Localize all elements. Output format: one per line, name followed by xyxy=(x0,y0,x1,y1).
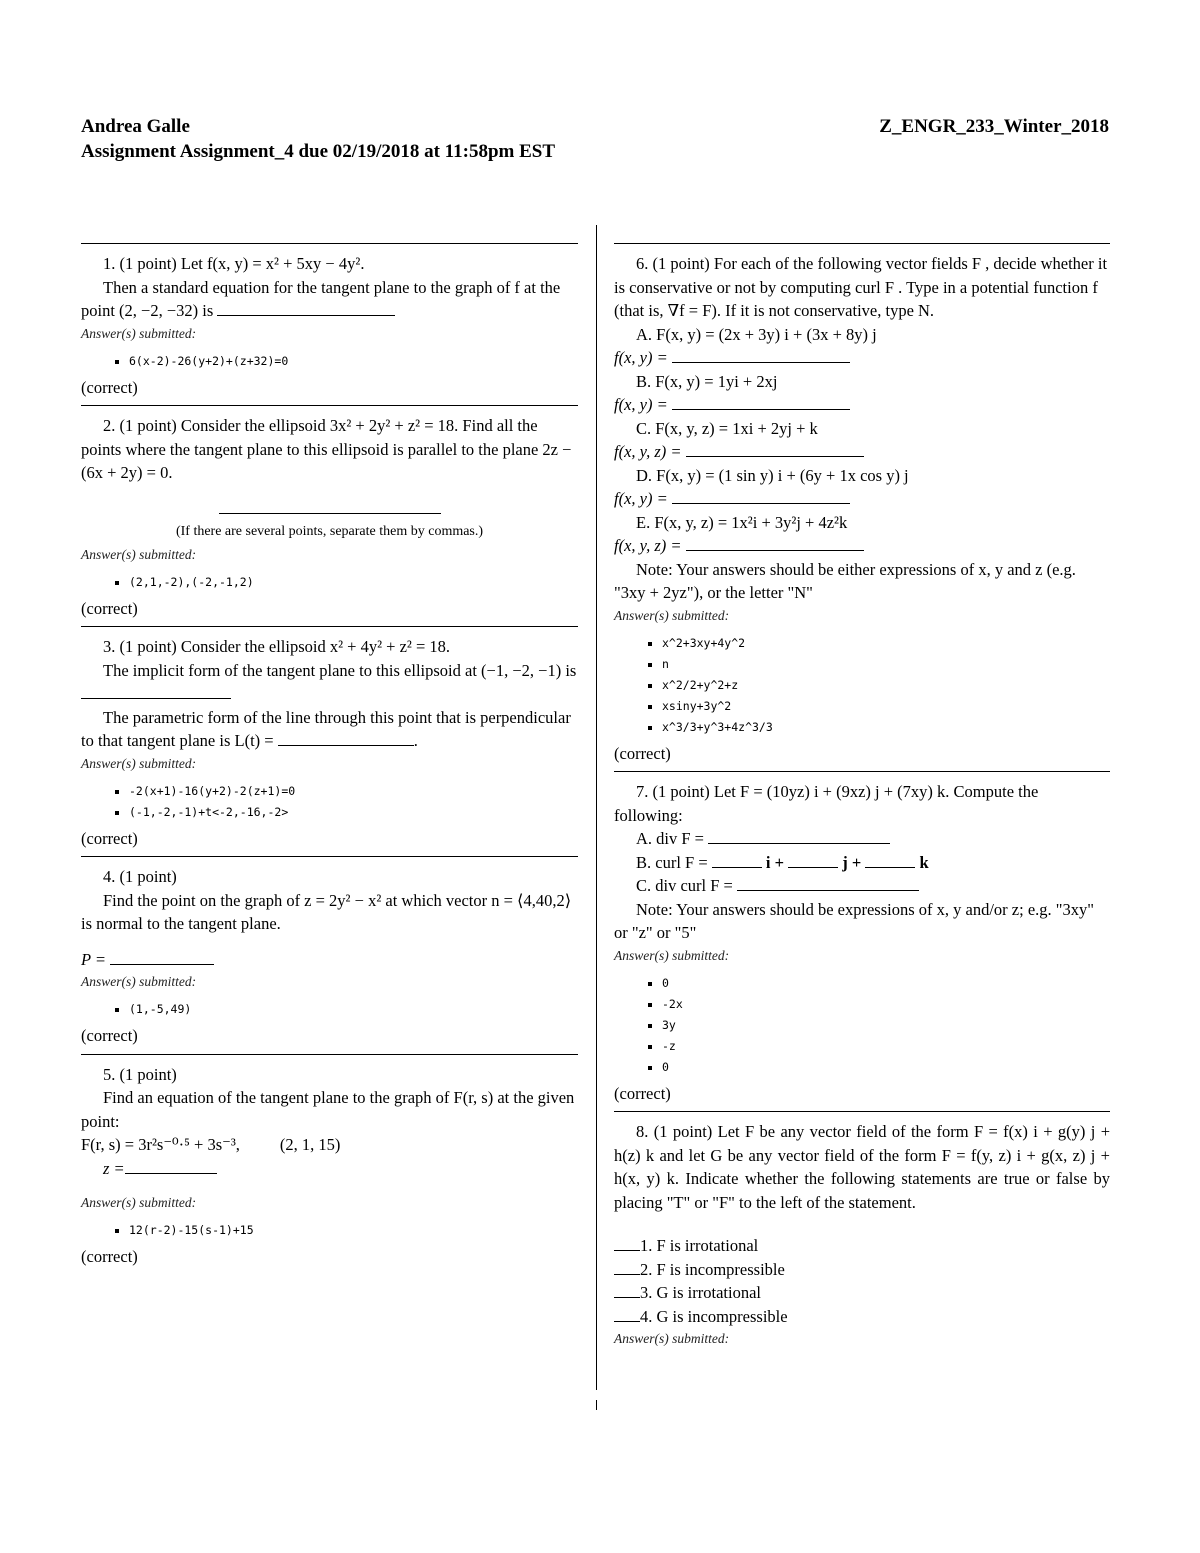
answer-item: ▪ x^2+3xy+4y^2 xyxy=(662,633,1110,654)
answers-submitted-label: Answer(s) submitted: xyxy=(81,974,197,989)
right-column xyxy=(614,243,1110,1356)
problem-2-note: (If there are several points, separate them by commas.) xyxy=(175,524,484,539)
column-divider xyxy=(596,225,597,1390)
answer-blank[interactable] xyxy=(686,534,864,551)
answer-blank[interactable] xyxy=(219,497,441,514)
answer-blank[interactable] xyxy=(81,682,231,699)
answer-list xyxy=(81,351,578,372)
statement-3: 3. G is irrotational xyxy=(614,1281,1110,1305)
problem-7-head: 7. (1 point) Let F = (10yz) i + (9xz) j + (7xy) k. Compute the following: xyxy=(614,782,1039,825)
answer-blank[interactable] xyxy=(672,393,850,410)
answer-item: ▪ 0 xyxy=(662,973,1110,994)
problem-5 xyxy=(81,1054,578,1275)
problem-3-text-2: The parametric form of the line through this point that is perpendicular to that tangent plane is L(t) = . xyxy=(81,707,571,750)
answer-item: ▪ xsiny+3y^2 xyxy=(662,696,1110,717)
answer-blank[interactable] xyxy=(672,346,850,363)
problem-5-head: 5. (1 point) xyxy=(103,1064,177,1084)
problem-1 xyxy=(81,243,578,405)
answer-item: ▪ (2,1,-2),(-2,-1,2) xyxy=(129,572,578,593)
answer-item: ▪ n xyxy=(662,654,1110,675)
answer-item: ▪ -2x xyxy=(662,994,1110,1015)
answer-blank[interactable] xyxy=(865,851,915,868)
problem-3-text: The implicit form of the tangent plane to this ellipsoid at (−1, −2, −1) is xyxy=(81,659,578,706)
problem-4-p-label: P = xyxy=(81,948,578,972)
answer-blank[interactable] xyxy=(788,851,838,868)
answers-submitted-label: Answer(s) submitted: xyxy=(81,755,197,771)
answer-list xyxy=(81,781,578,823)
course-code: Z_ENGR_233_Winter_2018 xyxy=(879,116,1109,137)
answer-blank[interactable] xyxy=(672,487,850,504)
answer-item: ▪ x^2/2+y^2+z xyxy=(662,675,1110,696)
answer-blank[interactable] xyxy=(217,299,395,316)
problem-6-part-c-answer: f(x, y, z) = xyxy=(614,440,1110,464)
answer-list xyxy=(81,572,578,593)
statement-1: 1. F is irrotational xyxy=(614,1234,1110,1258)
problem-7-part-c: C. div curl F = xyxy=(614,874,1110,898)
answer-blank[interactable] xyxy=(708,827,890,844)
problem-4-head: 4. (1 point) xyxy=(103,867,177,886)
problem-5-z-label: z = xyxy=(81,1157,578,1181)
problem-6-part-b-answer: f(x, y) = xyxy=(614,393,1110,417)
problem-6-part-c: C. F(x, y, z) = 1xi + 2yj + k xyxy=(636,418,818,438)
answer-list xyxy=(81,999,578,1020)
answers-submitted-label: Answer(s) submitted: xyxy=(614,1331,730,1346)
answers-submitted-label: Answer(s) submitted: xyxy=(614,947,730,963)
problem-6-part-a-answer: f(x, y) = xyxy=(614,346,1110,370)
problem-1-head: 1. (1 point) Let f(x, y) = x² + 5xy − 4y². xyxy=(103,254,365,273)
status-correct: (correct) xyxy=(81,598,138,618)
answer-blank[interactable] xyxy=(614,1234,640,1251)
problem-6-head: 6. (1 point) For each of the following vector fields F , decide whether it is conservative or not by computing curl F . Type in a potential function f (that is, ∇f = F). If it is not conservative, type N. xyxy=(614,254,1108,320)
problem-2 xyxy=(81,405,578,626)
problem-8 xyxy=(614,1111,1110,1356)
answers-submitted-label: Answer(s) submitted: xyxy=(614,607,730,623)
problem-4 xyxy=(81,856,578,1054)
problem-6-part-e: E. F(x, y, z) = 1x²i + 3y²j + 4z²k xyxy=(636,512,848,532)
problem-5-text: Find an equation of the tangent plane to the graph of F(r, s) at the given point: xyxy=(81,1088,575,1131)
answers-submitted-label: Answer(s) submitted: xyxy=(81,1195,197,1210)
answer-item: ▪ 3y xyxy=(662,1015,1110,1036)
problem-7-part-a: A. div F = xyxy=(614,827,1110,851)
status-correct: (correct) xyxy=(81,1026,138,1045)
assignment-title: Assignment Assignment_4 due 02/19/2018 at 11:58pm EST xyxy=(81,141,556,162)
answer-blank[interactable] xyxy=(614,1281,640,1298)
answer-item: ▪ 12(r-2)-15(s-1)+15 xyxy=(129,1220,578,1241)
answer-blank[interactable] xyxy=(125,1157,217,1174)
answer-item: ▪ 6(x-2)-26(y+2)+(z+32)=0 xyxy=(129,351,578,372)
answer-list xyxy=(81,1220,578,1241)
problem-6-part-a: A. F(x, y) = (2x + 3y) i + (3x + 8y) j xyxy=(636,324,877,344)
problem-3 xyxy=(81,626,578,856)
problem-6 xyxy=(614,243,1110,771)
answer-item: ▪ (1,-5,49) xyxy=(129,999,578,1020)
problem-5-function: F(r, s) = 3r²s⁻⁰·⁵ + 3s⁻³, (2, 1, 15) xyxy=(81,1135,341,1154)
answer-item: ▪ -z xyxy=(662,1036,1110,1057)
problem-7-note: Note: Your answers should be expressions of x, y and/or z; e.g. "3xy" or "z" or "5" xyxy=(614,899,1094,942)
answer-blank[interactable] xyxy=(686,440,864,457)
answer-list xyxy=(614,633,1110,738)
answer-blank[interactable] xyxy=(712,851,762,868)
answer-blank[interactable] xyxy=(110,948,214,965)
problem-7 xyxy=(614,771,1110,1111)
status-correct: (correct) xyxy=(614,1083,671,1103)
answer-item: ▪ x^3/3+y^3+4z^3/3 xyxy=(662,717,1110,738)
answer-item: ▪ (-1,-2,-1)+t<-2,-16,-2> xyxy=(129,802,578,823)
left-column xyxy=(81,243,578,1275)
status-correct: (correct) xyxy=(81,828,138,848)
answers-submitted-label: Answer(s) submitted: xyxy=(81,325,197,341)
statement-2: 2. F is incompressible xyxy=(614,1258,1110,1282)
problem-6-note: Note: Your answers should be either expressions of x, y and z (e.g. "3xy + 2yz"), or the letter "N" xyxy=(614,559,1076,602)
problem-6-part-d-answer: f(x, y) = xyxy=(614,487,1110,511)
problem-1-text: Then a standard equation for the tangent plane to the graph of f at the point (2, −2, −32) is xyxy=(81,277,561,320)
answer-blank[interactable] xyxy=(278,729,414,746)
problem-2-head: 2. (1 point) Consider the ellipsoid 3x² + 2y² + z² = 18. Find all the points where the tangent plane to this ellipsoid is parallel to the plane 2z − (6x + 2y) = 0. xyxy=(81,416,572,482)
answers-submitted-label: Answer(s) submitted: xyxy=(81,546,197,562)
answer-blank[interactable] xyxy=(614,1305,640,1322)
status-correct: (correct) xyxy=(614,743,671,763)
answer-blank[interactable] xyxy=(737,874,919,891)
problem-3-head: 3. (1 point) Consider the ellipsoid x² + 4y² + z² = 18. xyxy=(103,637,451,656)
statement-4: 4. G is incompressible xyxy=(614,1305,1110,1329)
status-correct: (correct) xyxy=(81,1247,138,1266)
problem-7-part-b: B. curl F = i + j + k xyxy=(636,852,929,872)
problem-4-text: Find the point on the graph of z = 2y² − x² at which vector n = ⟨4,40,2⟩ is normal to the tangent plane. xyxy=(81,890,572,933)
answer-list xyxy=(614,973,1110,1078)
problem-6-part-d: D. F(x, y) = (1 sin y) i + (6y + 1x cos y) j xyxy=(636,465,909,485)
answer-item: ▪ 0 xyxy=(662,1057,1110,1078)
answer-blank[interactable] xyxy=(614,1258,640,1275)
status-correct: (correct) xyxy=(81,377,138,397)
answer-item: ▪ -2(x+1)-16(y+2)-2(z+1)=0 xyxy=(129,781,578,802)
student-name: Andrea Galle xyxy=(81,116,190,137)
page-mark xyxy=(596,1400,597,1410)
problem-8-head: 8. (1 point) Let F be any vector field of the form F = f(x) i + g(y) j + h(z) k and let G be any vector field of the form F = f(y, z) i + g(x, z) j + h(x, y) k. Indicate whether the following statements are true or false by placing "T" or "F" to the left of the statement. xyxy=(614,1122,1110,1212)
problem-6-part-b: B. F(x, y) = 1yi + 2xj xyxy=(636,371,778,391)
problem-6-part-e-answer: f(x, y, z) = xyxy=(614,534,1110,558)
